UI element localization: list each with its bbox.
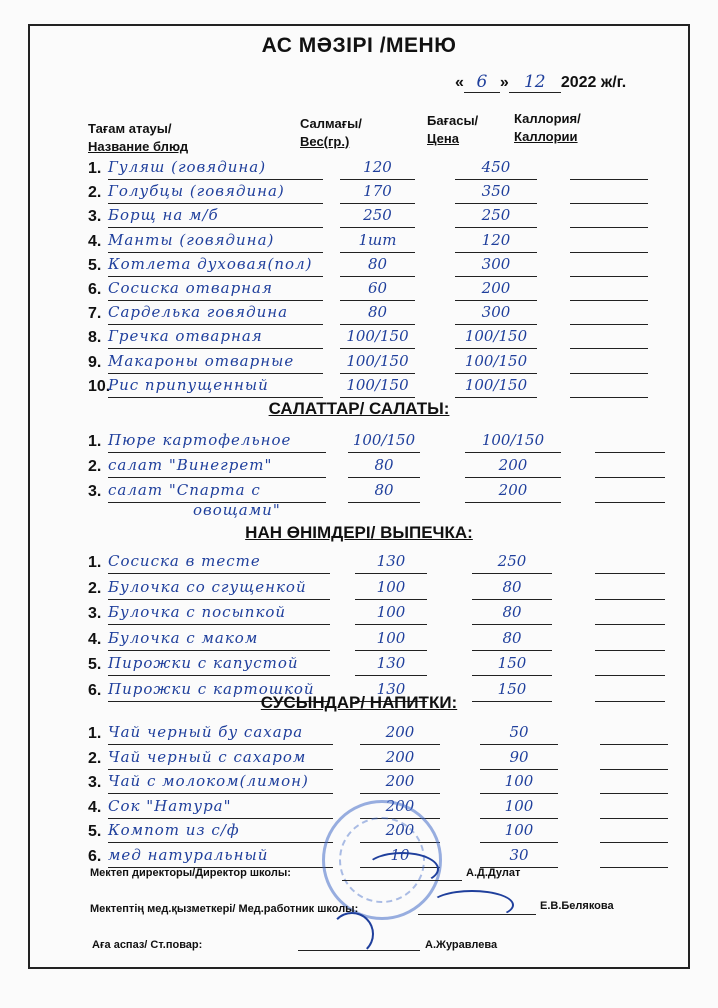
director-name: А.Д.Дулат [466, 867, 521, 879]
weight-line [355, 675, 427, 676]
dish-name-line [108, 348, 323, 349]
price-line [455, 179, 537, 180]
dish-weight: 10 [390, 845, 410, 864]
calories-line [570, 276, 648, 277]
dish-name: Манты (говядина) [108, 230, 275, 249]
calories-line [570, 300, 648, 301]
row-number: 3. [88, 483, 102, 500]
dish-name-line [108, 477, 326, 478]
menu-date [455, 72, 626, 93]
row-number: 4. [88, 630, 102, 648]
weight-line [340, 397, 415, 398]
price-line [465, 502, 561, 503]
dish-name: Чай черный с сахаром [108, 747, 307, 766]
dish-weight: 100/150 [346, 327, 409, 346]
dish-price: 50 [509, 723, 529, 741]
price-line [455, 300, 537, 301]
dish-price: 200 [481, 279, 511, 297]
section-bakery-header: НАН ӨНІМДЕРІ/ ВЫПЕЧКА: [245, 523, 473, 542]
dish-name: Сарделька говядина [108, 303, 289, 322]
col-header-name-kz: Тағам атауы/ [88, 121, 172, 136]
col-header-calories-ru: Каллории [514, 129, 578, 144]
row-number: 5. [88, 823, 102, 840]
weight-line [340, 179, 415, 180]
weight-line [360, 744, 440, 745]
row-number: 3. [88, 774, 102, 791]
dish-name-line [108, 300, 323, 301]
dish-name-line [108, 624, 330, 625]
dish-price: 80 [502, 577, 522, 596]
weight-line [355, 599, 427, 600]
dish-name: Голубцы (говядина) [108, 182, 285, 201]
dish-weight: 170 [363, 182, 392, 201]
dish-name-line [108, 650, 330, 651]
dish-name-line [108, 573, 330, 574]
dish-name: салат "Спарта с [108, 481, 261, 499]
col-header-weight-kz: Салмағы/ [300, 116, 362, 131]
row-number: 9. [88, 353, 102, 371]
weight-line [355, 573, 427, 574]
date-close-quote: » [499, 74, 509, 91]
dish-name: Гречка отварная [108, 327, 263, 346]
dish-price: 250 [481, 206, 511, 225]
dish-price: 450 [481, 158, 511, 176]
weight-line [340, 373, 415, 374]
director-signature [365, 852, 439, 886]
price-line [465, 452, 561, 453]
medic-signature [430, 890, 514, 920]
dish-weight: 80 [374, 456, 394, 474]
dish-name: Пюре картофельное [108, 431, 292, 449]
col-header-weight-ru: Вес(гр.) [300, 134, 350, 149]
weight-line [340, 252, 415, 253]
price-line [480, 793, 558, 794]
dish-weight: 100 [376, 628, 406, 647]
date-open-quote: « [455, 74, 464, 91]
dish-name-line [108, 793, 333, 794]
dish-price: 150 [497, 654, 527, 672]
weight-line [348, 477, 420, 478]
dish-name: Рис припущенный [108, 375, 269, 394]
dish-name: Гуляш (говядина) [108, 158, 267, 176]
dish-price: 100/150 [481, 431, 545, 449]
dish-name: Сосиска отварная [108, 279, 273, 297]
dish-weight: 130 [376, 679, 406, 698]
director-label: Мектеп директоры/Директор школы: [90, 867, 291, 879]
dish-price: 80 [502, 628, 522, 647]
dish-weight: 120 [363, 158, 392, 176]
weight-line [360, 793, 440, 794]
price-line [480, 744, 558, 745]
calories-line [570, 324, 648, 325]
dish-price: 100 [504, 796, 534, 815]
dish-weight: 100/150 [352, 431, 416, 449]
dish-price: 150 [497, 679, 527, 698]
dish-price: 100 [504, 821, 534, 839]
price-line [455, 324, 537, 325]
calories-line [600, 842, 668, 843]
row-number: 1. [88, 433, 102, 450]
dish-weight: 100/150 [346, 351, 409, 370]
dish-name-line [108, 744, 333, 745]
dish-weight: 100 [376, 603, 406, 621]
dish-name-line [108, 599, 330, 600]
dish-name-line [108, 203, 323, 204]
dish-name-continued: овощами" [193, 501, 281, 519]
calories-line [595, 477, 665, 478]
date-month: 12 [509, 72, 561, 93]
calories-line [595, 624, 665, 625]
dish-name-line [108, 179, 323, 180]
dish-name-line [108, 252, 323, 253]
dish-weight: 100/150 [346, 375, 409, 394]
row-number: 6. [88, 847, 102, 865]
dish-price: 30 [509, 845, 529, 864]
dish-name-line [108, 842, 333, 843]
dish-weight: 80 [367, 303, 388, 322]
price-line [472, 573, 552, 574]
col-header-price [427, 112, 478, 148]
dish-weight: 80 [374, 481, 394, 499]
price-line [472, 650, 552, 651]
row-number: 1. [88, 725, 102, 742]
dish-name: Чай черный бу сахара [108, 723, 304, 741]
row-number: 4. [88, 798, 102, 816]
price-line [472, 599, 552, 600]
calories-line [570, 397, 648, 398]
price-line [455, 397, 537, 398]
section-salads-header: САЛАТТАР/ САЛАТЫ: [268, 399, 450, 418]
row-number: 2. [88, 749, 102, 767]
price-line [455, 203, 537, 204]
dish-price: 300 [481, 303, 511, 322]
row-number: 2. [88, 579, 102, 597]
calories-line [600, 769, 668, 770]
col-header-calories-kz: Каллория/ [514, 111, 581, 126]
dish-price: 200 [498, 456, 528, 474]
weight-line [340, 276, 415, 277]
row-number: 5. [88, 256, 102, 274]
dish-name: Чай с молоком(лимон) [108, 772, 309, 790]
calories-line [570, 203, 648, 204]
weight-line [340, 348, 415, 349]
dish-weight: 130 [376, 654, 406, 672]
price-line [455, 373, 537, 374]
weight-line [355, 650, 427, 651]
weight-line [340, 227, 415, 228]
dish-price: 350 [481, 182, 511, 201]
dish-name-line [108, 769, 333, 770]
dish-weight: 1шт [358, 230, 397, 249]
dish-price: 100 [504, 772, 534, 790]
price-line [472, 675, 552, 676]
dish-name-line [108, 397, 323, 398]
price-line [480, 818, 558, 819]
dish-name-line [108, 324, 323, 325]
row-number: 1. [88, 554, 102, 571]
dish-weight: 60 [367, 279, 388, 297]
calories-line [595, 650, 665, 651]
dish-weight: 130 [376, 552, 406, 570]
price-line [455, 227, 537, 228]
calories-line [595, 452, 665, 453]
col-header-price-kz: Бағасы/ [427, 113, 479, 128]
calories-line [600, 818, 668, 819]
chef-name: А.Журавлева [425, 939, 498, 951]
calories-line [600, 744, 668, 745]
col-header-name [88, 120, 188, 156]
medic-name: Е.В.Белякова [540, 900, 614, 912]
weight-line [355, 624, 427, 625]
col-header-price-ru: Цена [427, 131, 459, 146]
dish-weight: 250 [363, 206, 392, 225]
price-line [480, 842, 558, 843]
dish-name: Пирожки с капустой [108, 654, 299, 672]
calories-line [595, 573, 665, 574]
row-number: 7. [88, 305, 102, 323]
calories-line [570, 373, 648, 374]
dish-weight: 200 [385, 821, 415, 839]
dish-weight: 80 [367, 254, 388, 273]
price-line [455, 252, 537, 253]
dish-price: 300 [481, 254, 511, 273]
dish-price: 100/150 [464, 351, 528, 370]
calories-line [600, 793, 668, 794]
dish-name: Макароны отварные [108, 351, 295, 370]
dish-price: 100/150 [464, 327, 528, 346]
dish-name-line [108, 227, 323, 228]
weight-line [340, 203, 415, 204]
dish-name: Булочка с посыпкой [108, 603, 287, 621]
dish-name: Борщ на м/б [108, 206, 219, 225]
dish-name: Булочка со сгущенкой [108, 577, 307, 596]
col-header-calories [514, 110, 581, 146]
calories-line [570, 227, 648, 228]
dish-name-line [108, 452, 326, 453]
dish-weight: 200 [385, 747, 415, 766]
row-number: 10. [88, 377, 111, 395]
price-line [455, 348, 537, 349]
dish-name-line [108, 675, 330, 676]
dish-price: 80 [502, 603, 522, 621]
row-number: 8. [88, 329, 102, 347]
weight-line [348, 502, 420, 503]
dish-price: 120 [481, 230, 511, 249]
dish-name: Компот из с/ф [108, 821, 240, 839]
dish-name: Сок "Натура" [108, 796, 232, 815]
dish-price: 200 [498, 481, 528, 499]
row-number: 3. [88, 605, 102, 622]
calories-line [595, 502, 665, 503]
chef-signature [330, 912, 374, 956]
calories-line [600, 867, 668, 868]
dish-name-line [108, 276, 323, 277]
dish-weight: 200 [385, 723, 415, 741]
row-number: 2. [88, 184, 102, 202]
medic-label: Мектептің мед.қызметкері/ Мед.работник школы: [90, 903, 359, 915]
dish-weight: 200 [385, 772, 415, 790]
col-header-weight [300, 115, 362, 151]
menu-title: АС МӘЗІРІ /МЕНЮ [261, 34, 457, 57]
dish-weight: 100 [376, 577, 406, 596]
dish-name: салат "Винегрет" [108, 456, 273, 474]
date-year: 2022 ж/г. [560, 74, 627, 91]
calories-line [570, 252, 648, 253]
calories-line [595, 675, 665, 676]
weight-line [348, 452, 420, 453]
row-number: 4. [88, 232, 102, 250]
row-number: 6. [88, 681, 102, 699]
dish-name: мед натуральный [108, 845, 269, 864]
price-line [465, 477, 561, 478]
weight-line [340, 300, 415, 301]
dish-name-line [108, 818, 333, 819]
chef-label: Аға аспаз/ Ст.повар: [92, 939, 203, 951]
row-number: 6. [88, 281, 102, 298]
calories-line [570, 179, 648, 180]
weight-line [340, 324, 415, 325]
dish-price: 250 [497, 552, 527, 570]
date-day: 6 [464, 72, 500, 93]
row-number: 3. [88, 208, 102, 226]
row-number: 2. [88, 458, 102, 475]
dish-price: 90 [509, 747, 529, 766]
row-number: 5. [88, 656, 102, 673]
dish-price: 100/150 [464, 375, 528, 394]
dish-name: Котлета духовая(пол) [108, 254, 313, 273]
dish-name: Булочка с маком [108, 628, 259, 647]
dish-name: Сосиска в тесте [108, 552, 261, 570]
calories-line [595, 599, 665, 600]
weight-line [360, 769, 440, 770]
price-line [480, 769, 558, 770]
dish-name-line [108, 373, 323, 374]
price-line [472, 624, 552, 625]
dish-name: Пирожки с картошкой [108, 679, 315, 698]
col-header-name-ru: Название блюд [88, 139, 189, 154]
dish-weight: 200 [385, 796, 415, 815]
price-line [455, 276, 537, 277]
calories-line [570, 348, 648, 349]
row-number: 1. [88, 160, 102, 177]
section-drinks-header: СУСЫНДАР/ НАПИТКИ: [260, 693, 458, 712]
